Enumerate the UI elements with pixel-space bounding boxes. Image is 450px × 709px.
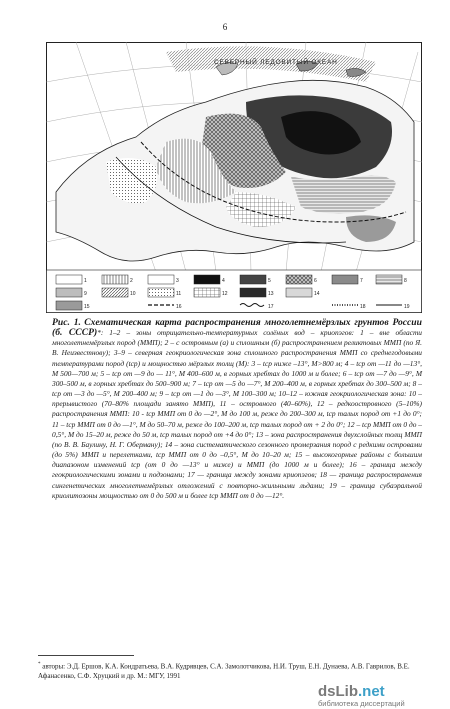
legend-swatch-4 [194,275,220,284]
map-legend [47,270,422,313]
legend-swatch-11 [148,288,174,297]
legend-label-2: 2 [130,278,133,284]
legend-label-1: 1 [84,278,87,284]
page-number: 6 [222,22,228,32]
legend-swatch-10 [102,288,128,297]
dslib-watermark [318,684,448,708]
legend-label-17: 17 [268,304,274,310]
watermark-subtitle: библиотека диссертаций [318,699,405,708]
legend-label-13: 13 [268,291,274,297]
legend-swatch-12 [194,288,220,297]
legend-label-8: 8 [404,278,407,284]
legend-swatch-2 [102,275,128,284]
legend-label-3: 3 [176,278,179,284]
permafrost-map-svg [46,42,422,313]
figure-legend-text: *: 1–2 – зоны отрицательно-температурных солёных вод – криопэгов: 1 – вне области многолетнемёрзлых пород (ММП); 2 – с островным (а) и сплошным (б) распространением реликтовых ММП (по Я. В. Неизвестнову); 3–9 – северная геокриологическая зона сплошного распространения ММП со среднегодовыми температурами пород (tср) и мощностью мёрзлых толщ (М): 3 – tср ниже –13°, М>800 м; 4 – tср от —11 до —13°, М 500—700 м; 5 – tср от —9 до — 11°, М 400–600 м, в горных хребтах до 1000 м и более; 6 – tср от —7 до —9°, М 300–500 м, в горных хребтах до 500–900 м; 7 – tср от —5 до —7°, М 200–400 м, в горных хребтах до 300–500 м; 8 – tср от —3 до —5°, М 200–400 м; 9 – tср от —1 до —3°, М 100–300 м; 10–12 – южная геокриологическая зона: 10 – прерывистого (70–80% площади занято ММП), 11 – островного (40–60%), 12 – редкоостровного (5–10%) распространения ММП: 10 - tср ММП от 0 до —2°, М до 100 м, реже до 200–300 м, tср талых пород от +1 до 0°; 11 – tср ММП от 0 до —1°, М до 50–70 м, реже до 100–200 м, tср талых пород от + 2 до 0°; 12 – tср ММП от 0 до –0,5°, М до 15–20 м, реже до 50 м, tср талых пород от +4 до 0°; 13 – зона распространения двухслойных толщ ММП (по В. В. Баулину, Н. Г. Оберману); 14 – зона систематического сезонного промерзания пород с редкими островами (до 5%) ММП и перелетками, tср ММП от 0 до –0,5°, М до 10–20 м; 15 – высокогорные районы с большим диапазоном изменений tср (от 0 до —13° и ниже) и ММП (до 1000 м и более); 16 – граница между геокриологическими зонами и подзонами; 17 — граница между зонами криопэгов; 18 — граница распространения сингенетических многолетнемёрзлых отложений с повторно-жильными льдами; 19 – граница субаэральной криолитозоны мощностью от 0 до 500 м и более tср ММП от 0 до —12°. [52,328,422,500]
legend-swatch-9 [56,288,82,297]
legend-label-6: 6 [314,278,317,284]
legend-label-9: 9 [84,291,87,297]
legend-label-15: 15 [84,304,90,310]
legend-swatch-7 [332,275,358,284]
legend-swatch-6 [286,275,312,284]
legend-swatch-8 [376,275,402,284]
watermark-logo-domain: .net [358,683,385,700]
legend-label-16: 16 [176,304,182,310]
permafrost-map-figure [46,42,422,313]
figure-label: Рис. 1. [52,317,81,328]
legend-label-14: 14 [314,291,320,297]
figure-caption [52,318,422,501]
legend-swatch-13 [240,288,266,297]
legend-label-11: 11 [176,291,182,297]
legend-swatch-5 [240,275,266,284]
legend-label-7: 7 [360,278,363,284]
legend-label-19: 19 [404,304,410,310]
footnote-divider [38,655,134,656]
legend-label-4: 4 [222,278,225,284]
legend-label-12: 12 [222,291,228,297]
footnote [38,660,410,681]
legend-swatch-1 [56,275,82,284]
legend-label-18: 18 [360,304,366,310]
watermark-logo [318,684,385,699]
legend-label-10: 10 [130,291,136,297]
watermark-logo-main: dsLib [318,683,358,700]
ocean-label: СЕВЕРНЫЙ ЛЕДОВИТЫЙ ОКЕАН [214,59,338,66]
footnote-text: авторы: Э.Д. Ершов, К.А. Кондратьева, В.А. Кудрявцев, С.А. Замолотчикова, Н.И. Труш, Е.Н. Дунаева, А.В. Гаврилов, В.Е. Афанасенко, С.Ф. Хруцкий и др. М.: МГУ, 1991 [38,662,410,680]
figure-title: Схематическая карта распространения многолетнемёрзлых грунтов России (б. СССР) [52,317,422,339]
legend-swatch-14 [286,288,312,297]
legend-label-5: 5 [268,278,271,284]
legend-swatch-3 [148,275,174,284]
footnote-marker: * [38,662,41,667]
legend-swatch-15 [56,301,82,310]
